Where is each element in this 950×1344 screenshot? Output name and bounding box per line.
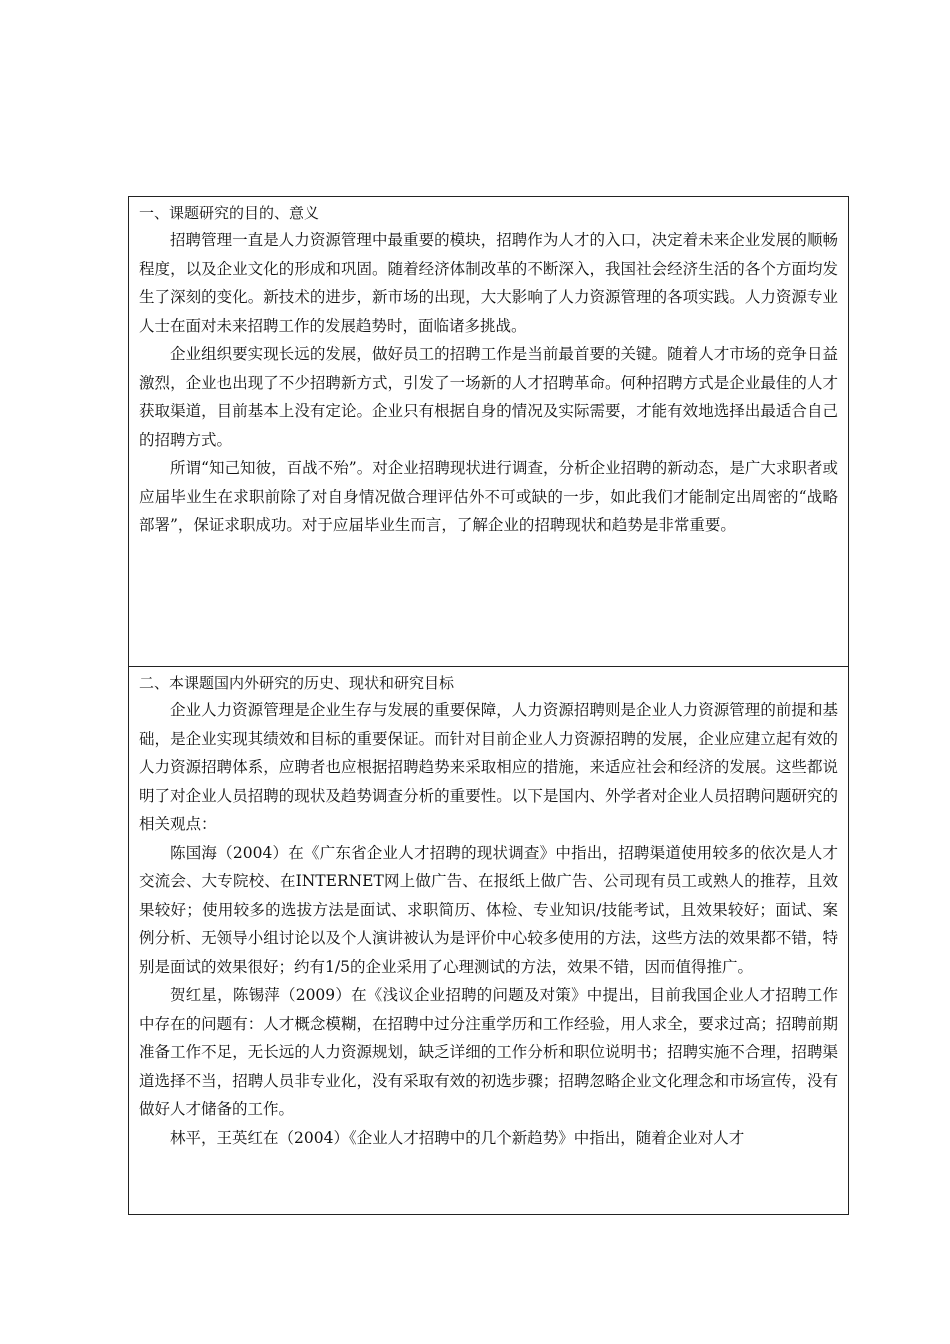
paragraph: 所谓“知己知彼，百战不殆”。对企业招聘现状进行调查，分析企业招聘的新动态，是广大求职者或应届毕业生在求职前除了对自身情况做合理评估外不可或缺的一步，如此我们才能制定出周密的“战略部署”，保证求职成功。对于应届毕业生而言，了解企业的招聘现状和趋势是非常重要。 <box>139 459 838 534</box>
section-heading: 一、课题研究的目的、意义 <box>139 204 320 222</box>
paragraph: 林平，王英红在（2004）《企业人才招聘中的几个新趋势》中指出，随着企业对人才 <box>170 1128 745 1147</box>
section-research-history-status <box>129 667 848 1214</box>
paragraph: 企业组织要实现长远的发展，做好员工的招聘工作是当前最首要的关键。随着人才市场的竞争日益激烈，企业也出现了不少招聘新方式，引发了一场新的人才招聘革命。何种招聘方式是企业最佳的人才获取渠道，目前基本上没有定论。企业只有根据自身的情况及实际需要，才能有效地选择出最适合自己的招聘方式。 <box>139 345 838 449</box>
proposal-table <box>128 196 849 1215</box>
section-body <box>139 226 838 540</box>
paragraph: 贺红星，陈锡萍（2009）在《浅议企业招聘的问题及对策》中提出，目前我国企业人才招聘工作中存在的问题有：人才概念模糊，在招聘中过分注重学历和工作经验，用人求全，要求过高；招聘前期准备工作不足，无长远的人力资源规划，缺乏详细的工作分析和职位说明书；招聘实施不合理，招聘渠道选择不当，招聘人员非专业化，没有采取有效的初选步骤；招聘忽略企业文化理念和市场宣传，没有做好人才储备的工作。 <box>139 986 838 1118</box>
paragraph: 企业人力资源管理是企业生存与发展的重要保障，人力资源招聘则是企业人力资源管理的前提和基础，是企业实现其绩效和目标的重要保证。而针对目前企业人力资源招聘的发展，企业应建立起有效的人力资源招聘体系，应聘者也应根据招聘趋势来采取相应的措施，来适应社会和经济的发展。这些都说明了对企业人员招聘的现状及趋势调查分析的重要性。以下是国内、外学者对企业人员招聘问题研究的相关观点： <box>139 701 838 833</box>
section-purpose-significance <box>129 197 848 667</box>
section-heading: 二、本课题国内外研究的历史、现状和研究目标 <box>139 674 455 692</box>
paragraph: 陈国海（2004）在《广东省企业人才招聘的现状调查》中指出，招聘渠道使用较多的依次是人才交流会、大专院校、在INTERNET网上做广告、在报纸上做广告、公司现有员工或熟人的推荐，且效果较好；使用较多的选拔方法是面试、求职简历、体检、专业知识/技能考试，且效果较好；面试、案例分析、无领导小组讨论以及个人演讲被认为是评价中心较多使用的方法，这些方法的效果都不错，特别是面试的效果很好；约有1/5的企业采用了心理测试的方法，效果不错，因而值得推广。 <box>139 843 838 976</box>
paragraph: 招聘管理一直是人力资源管理中最重要的模块，招聘作为人才的入口，决定着未来企业发展的顺畅程度，以及企业文化的形成和巩固。随着经济体制改革的不断深入，我国社会经济生活的各个方面均发生了深刻的变化。新技术的进步，新市场的出现，大大影响了人力资源管理的各项实践。人力资源专业人士在面对未来招聘工作的发展趋势时，面临诸多挑战。 <box>139 231 838 335</box>
section-body <box>139 696 838 1152</box>
